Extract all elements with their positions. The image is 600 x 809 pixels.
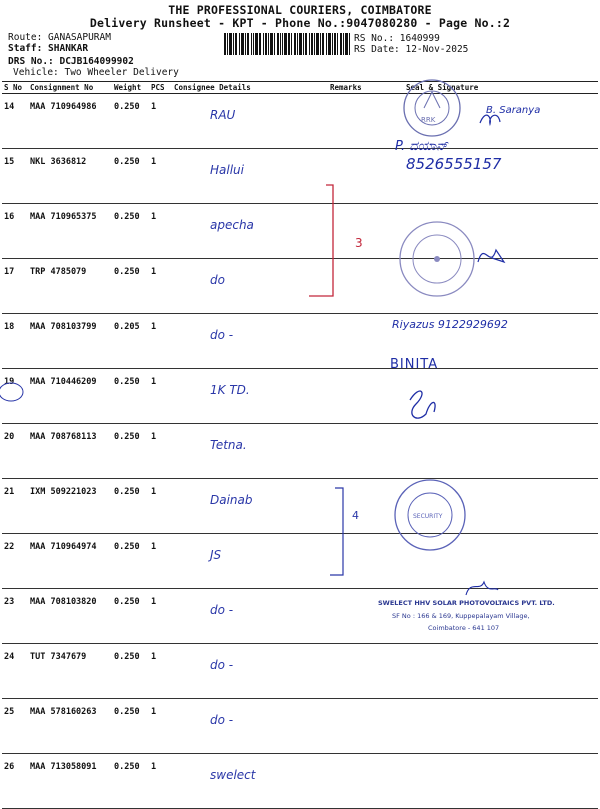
- row-consignment-no: NKL 3636812: [28, 149, 112, 204]
- sig-14-name: B. Saranya: [486, 105, 541, 116]
- remark-count-red: 3: [355, 236, 363, 250]
- row-pcs: 1: [149, 534, 172, 589]
- row-consignment-no: MAA 708768113: [28, 424, 112, 479]
- row-sno: 18: [2, 314, 28, 369]
- row-consignee: Dainab: [172, 479, 328, 534]
- row-sno: 23: [2, 589, 28, 644]
- row-consignee: 1K TD.: [172, 369, 328, 424]
- row-consignee: do -: [172, 589, 328, 644]
- row-pcs: 1: [149, 94, 172, 149]
- row-consignment-no: MAA 708103799: [28, 314, 112, 369]
- row-sno: 20: [2, 424, 28, 479]
- row-pcs: 1: [149, 589, 172, 644]
- row-consignee: apecha: [172, 204, 328, 259]
- col-seal: Seal & Signature: [380, 82, 598, 94]
- row-sno: 15: [2, 149, 28, 204]
- row-sno: 25: [2, 699, 28, 754]
- signature-scribble-17: [478, 250, 504, 262]
- row-consignment-no: MAA 710964986: [28, 94, 112, 149]
- row-consignee: do -: [172, 699, 328, 754]
- row-consignment-no: MAA 713058091: [28, 754, 112, 809]
- row-sno: 26: [2, 754, 28, 809]
- row-pcs: 1: [149, 754, 172, 809]
- row-consignment-no: MAA 578160263: [28, 699, 112, 754]
- remark-count-blue: 4: [352, 509, 359, 522]
- row-pcs: 1: [149, 369, 172, 424]
- row-sno: 19: [2, 369, 28, 424]
- row-weight: 0.250: [112, 589, 149, 644]
- row-consignment-no: TUT 7347679: [28, 644, 112, 699]
- row-pcs: 1: [149, 644, 172, 699]
- row-consignment-no: MAA 708103820: [28, 589, 112, 644]
- row-sno: 22: [2, 534, 28, 589]
- row-consignment-no: TRP 4785079: [28, 259, 112, 314]
- row-pcs: 1: [149, 699, 172, 754]
- vehicle-label: Vehicle: Two Wheeler Delivery: [13, 67, 179, 78]
- row-consignment-no: MAA 710965375: [28, 204, 112, 259]
- signature-scribble-14: [480, 115, 500, 124]
- row-consignment-no: IXM 509221023: [28, 479, 112, 534]
- row-sno: 16: [2, 204, 28, 259]
- drs-label: DRS No.: DCJB164099902: [8, 56, 134, 67]
- row-pcs: 1: [149, 314, 172, 369]
- row-consignee: do -: [172, 314, 328, 369]
- sig-19-text: Riyazus 9122929692: [392, 318, 508, 331]
- row-weight: 0.250: [112, 699, 149, 754]
- svg-text:SECURITY: SECURITY: [413, 513, 443, 520]
- rs-number: RS No.: 1640999: [354, 33, 440, 44]
- col-weight: Weight: [112, 82, 149, 94]
- row-weight: 0.250: [112, 259, 149, 314]
- seal-stamp-round: [400, 222, 474, 296]
- col-consignment: Consignment No: [28, 82, 112, 94]
- seal-stamp-rrk: [404, 80, 460, 136]
- company-title: THE PROFESSIONAL COURIERS, COIMBATORE: [168, 3, 432, 17]
- row-pcs: 1: [149, 479, 172, 534]
- staff-label: Staff: SHANKAR: [8, 43, 89, 54]
- col-pcs: PCS: [149, 82, 172, 94]
- rs-date: RS Date: 12-Nov-2025: [354, 44, 469, 55]
- row-weight: 0.250: [112, 424, 149, 479]
- sig-15-phone: 8526555157: [406, 155, 502, 173]
- row-weight: 0.250: [112, 94, 149, 149]
- row-consignee: do -: [172, 644, 328, 699]
- row-sno: 21: [2, 479, 28, 534]
- company-stamp-name: SWELECT HHV SOLAR PHOTOVOLTAICS PVT. LTD.: [378, 599, 555, 607]
- sno-circle-mark: [0, 383, 23, 401]
- row-weight: 0.250: [112, 369, 149, 424]
- company-stamp-city: Coimbatore - 641 107: [428, 624, 500, 632]
- row-pcs: 1: [149, 149, 172, 204]
- row-sno: 14: [2, 94, 28, 149]
- row-weight: 0.250: [112, 204, 149, 259]
- row-pcs: 1: [149, 204, 172, 259]
- row-weight: 0.250: [112, 149, 149, 204]
- row-weight: 0.250: [112, 754, 149, 809]
- col-remarks: Remarks: [328, 82, 380, 94]
- sig-15-name: P. ದಯಾನ್: [395, 139, 448, 154]
- row-consignee: Tetna.: [172, 424, 328, 479]
- col-sno: S No: [2, 82, 28, 94]
- route-label: Route: GANASAPURAM: [8, 32, 111, 43]
- signature-scribble-21: [410, 391, 435, 418]
- runsheet-subtitle: Delivery Runsheet - KPT - Phone No.:9047080280 - Page No.:2: [89, 16, 511, 30]
- row-consignee: do: [172, 259, 328, 314]
- sig-20-name: BINITA: [390, 357, 439, 372]
- row-consignee: JS: [172, 534, 328, 589]
- svg-text:RRK: RRK: [421, 116, 436, 124]
- signature-scribble-26: [466, 582, 498, 595]
- row-consignee: swelect: [172, 754, 328, 809]
- remarks-bracket-blue: [330, 488, 343, 575]
- row-consignment-no: MAA 710964974: [28, 534, 112, 589]
- company-stamp-address: SF No : 166 & 169, Kuppepalayam Village,: [392, 612, 530, 620]
- row-consignee: Hallui: [172, 149, 328, 204]
- row-consignee: RAU: [172, 94, 328, 149]
- row-sno: 24: [2, 644, 28, 699]
- row-consignment-no: MAA 710446209: [28, 369, 112, 424]
- row-pcs: 1: [149, 259, 172, 314]
- seal-stamp-security: [395, 480, 465, 550]
- row-sno: 17: [2, 259, 28, 314]
- row-weight: 0.250: [112, 644, 149, 699]
- row-weight: 0.205: [112, 314, 149, 369]
- col-consignee: Consignee Details: [172, 82, 328, 94]
- row-pcs: 1: [149, 424, 172, 479]
- row-weight: 0.250: [112, 534, 149, 589]
- row-weight: 0.250: [112, 479, 149, 534]
- remarks-bracket-red: [309, 185, 333, 296]
